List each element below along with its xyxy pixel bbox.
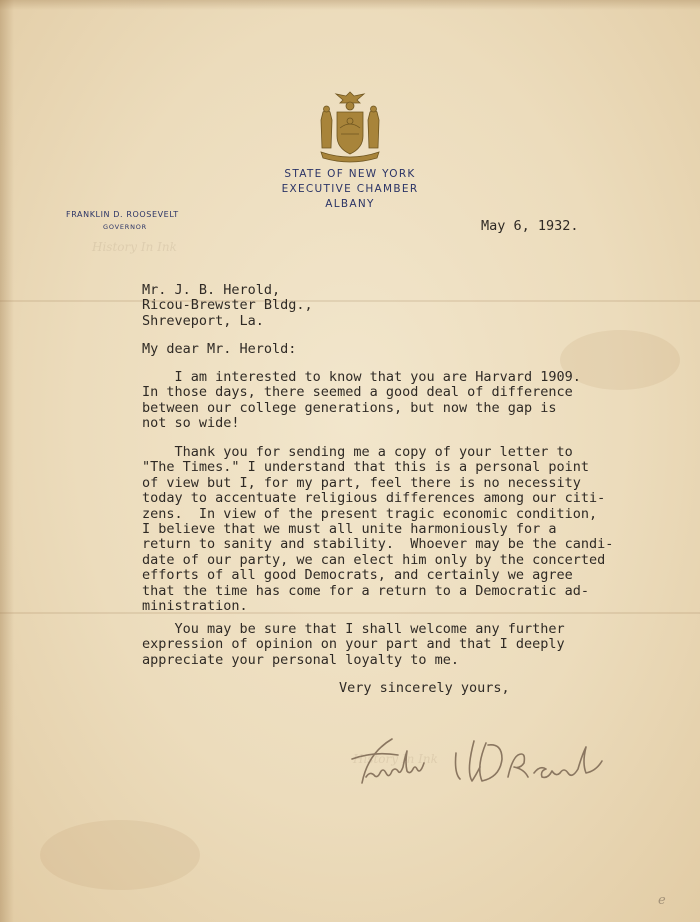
text-line: today to accentuate religious differences among our citi- <box>142 490 606 507</box>
corner-mark: e <box>658 893 666 908</box>
paper-edge-shadow-left <box>0 0 14 922</box>
text-line: expression of opinion on your part and that I deeply <box>142 636 565 653</box>
text-line: You may be sure that I shall welcome any further <box>142 621 565 637</box>
text-line: In those days, there seemed a good deal of difference <box>142 384 573 401</box>
text-line: that the time has come for a return to a Democratic ad- <box>142 582 590 599</box>
text-line: between our college generations, but now the gap is <box>142 399 557 416</box>
text-line: efforts of all good Democrats, and certainly we agree <box>142 567 573 584</box>
salutation: My dear Mr. Herold: <box>142 341 297 357</box>
signature <box>348 733 638 799</box>
watermark: History In Ink <box>353 752 438 766</box>
text-line: of view but I, for my part, feel there is no necessity <box>142 474 581 491</box>
paper-stain <box>40 820 200 890</box>
text-line: Thank you for sending me a copy of your letter to <box>142 444 573 460</box>
letter-date: May 6, 1932. <box>481 218 579 234</box>
text-line: I believe that we must all unite harmoniously for a <box>142 521 557 538</box>
letterhead-state: STATE OF NEW YORK <box>284 168 416 180</box>
new-york-state-seal-icon <box>313 88 387 164</box>
text-line: not so wide! <box>142 415 240 432</box>
text-line: "The Times." I understand that this is a personal point <box>142 459 590 476</box>
address-line: Mr. J. B. Herold, <box>142 282 281 298</box>
text-line: date of our party, we can elect him only by the concerted <box>142 551 606 568</box>
watermark: History In Ink <box>92 240 177 254</box>
text-line: I am interested to know that you are Harvard 1909. <box>142 369 581 385</box>
fold-crease <box>0 300 700 302</box>
governor-name: FRANKLIN D. ROOSEVELT <box>66 210 179 219</box>
text-line: appreciate your personal loyalty to me. <box>142 651 459 668</box>
paper-edge-shadow-top <box>0 0 700 10</box>
paragraph-1 <box>142 370 581 432</box>
paragraph-3 <box>142 622 565 668</box>
address-line: Ricou-Brewster Bldg., <box>142 297 313 314</box>
letterhead-city: ALBANY <box>325 198 375 210</box>
address-line: Shreveport, La. <box>142 312 264 329</box>
closing: Very sincerely yours, <box>339 680 510 696</box>
paragraph-2 <box>142 445 613 614</box>
text-line: return to sanity and stability. Whoever may be the candi- <box>142 536 614 553</box>
text-line: ministration. <box>142 598 248 615</box>
governor-title: GOVERNOR <box>103 223 148 231</box>
text-line: zens. In view of the present tragic economic condition, <box>142 505 598 522</box>
letterhead-chamber: EXECUTIVE CHAMBER <box>281 183 419 195</box>
recipient-address <box>142 283 313 329</box>
